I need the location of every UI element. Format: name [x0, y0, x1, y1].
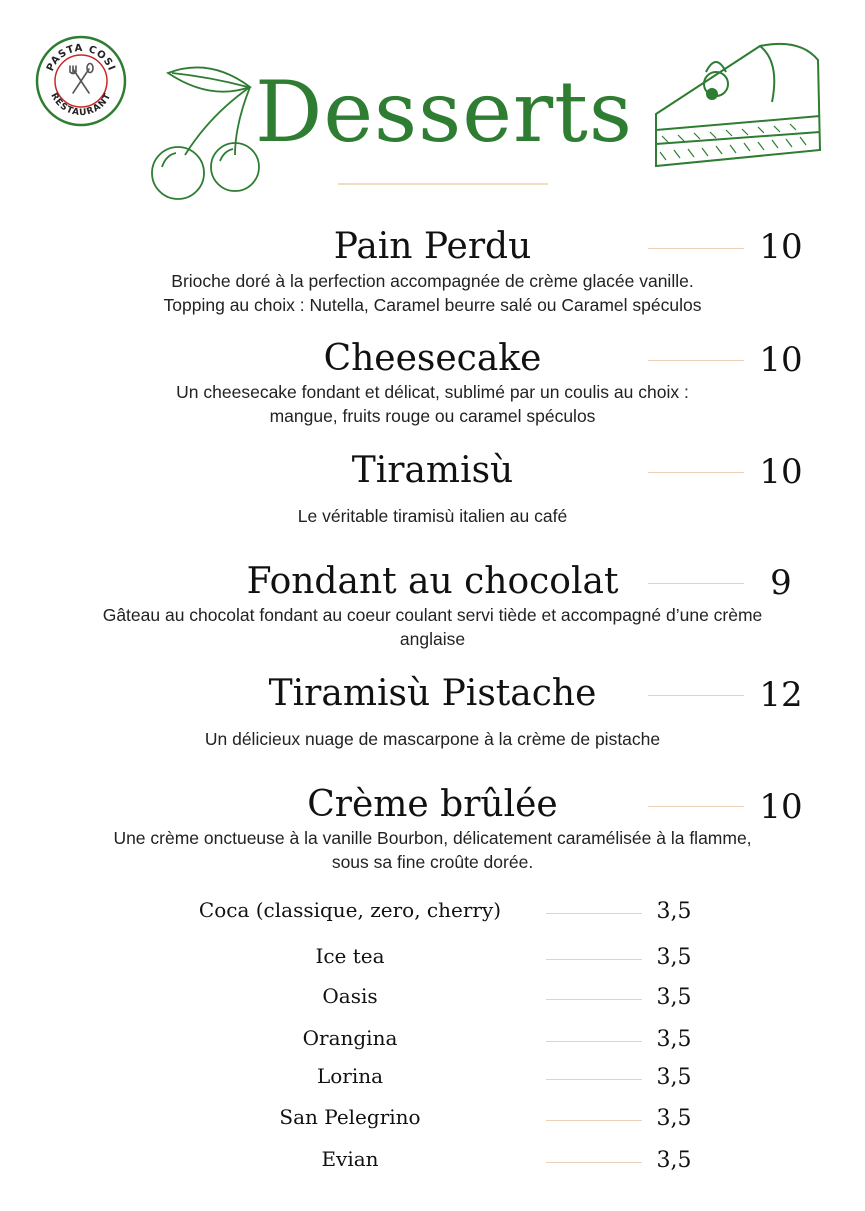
price-divider — [648, 695, 744, 696]
drink-price: 3,5 — [656, 1106, 692, 1131]
drink-name: Oasis — [322, 984, 378, 1008]
dish-description: Gâteau au chocolat fondant au coeur coulant servi tiède et accompagné d’une crème anglaise — [102, 605, 763, 649]
dish-name: Crème brûlée — [307, 784, 558, 825]
dish-name: Tiramisù Pistache — [268, 673, 597, 714]
drink-name: Lorina — [316, 1064, 384, 1088]
price-divider — [546, 959, 642, 960]
dish-price: 10 — [759, 452, 803, 492]
price-divider — [546, 1120, 642, 1121]
drink-name: Coca (classique, zero, cherry) — [198, 898, 502, 922]
drink-price: 3,5 — [656, 985, 692, 1010]
drink-price: 3,5 — [656, 1027, 692, 1052]
price-divider — [648, 472, 744, 473]
dish-price: 9 — [770, 563, 792, 603]
title-divider — [338, 183, 548, 185]
dish-description: Une crème onctueuse à la vanille Bourbon, délicatement caramélisée à la flamme, sous sa fine croûte dorée. — [113, 828, 752, 872]
page-title: Desserts — [255, 63, 634, 161]
price-divider — [648, 583, 744, 584]
dish-description: Un cheesecake fondant et délicat, sublimé par un coulis au choix : mangue, fruits rouge ou caramel spéculos — [176, 382, 689, 426]
dish-price: 12 — [759, 675, 803, 715]
dish-description: Un délicieux nuage de mascarpone à la crème de pistache — [204, 729, 661, 749]
dish-description: Brioche doré à la perfection accompagnée de crème glacée vanille. Topping au choix : Nutella, Caramel beurre salé ou Caramel spéculos — [163, 271, 702, 315]
dish-name: Pain Perdu — [333, 226, 532, 267]
dish-name: Cheesecake — [323, 338, 542, 379]
drink-name: Evian — [321, 1147, 379, 1171]
drink-price: 3,5 — [656, 1148, 692, 1173]
price-divider — [648, 248, 744, 249]
price-divider — [648, 806, 744, 807]
dish-description: Le véritable tiramisù italien au café — [297, 506, 568, 526]
cake-slice-icon — [650, 32, 830, 172]
drink-name: San Pelegrino — [279, 1105, 421, 1129]
drink-name: Orangina — [302, 1026, 398, 1050]
logo-bottom-text: RESTAURANT — [48, 91, 114, 119]
dish-price: 10 — [759, 340, 803, 380]
price-divider — [546, 1079, 642, 1080]
logo-top-text: PASTA COSI — [44, 42, 118, 74]
drink-name: Ice tea — [315, 944, 385, 968]
price-divider — [546, 1041, 642, 1042]
dish-name: Fondant au chocolat — [246, 561, 619, 602]
drink-price: 3,5 — [656, 899, 692, 924]
dish-name: Tiramisù — [351, 450, 514, 491]
price-divider — [648, 360, 744, 361]
price-divider — [546, 1162, 642, 1163]
drink-price: 3,5 — [656, 945, 692, 970]
dish-price: 10 — [759, 787, 803, 827]
drink-price: 3,5 — [656, 1065, 692, 1090]
price-divider — [546, 913, 642, 914]
restaurant-logo-icon — [35, 35, 127, 127]
price-divider — [546, 999, 642, 1000]
dish-price: 10 — [759, 227, 803, 267]
